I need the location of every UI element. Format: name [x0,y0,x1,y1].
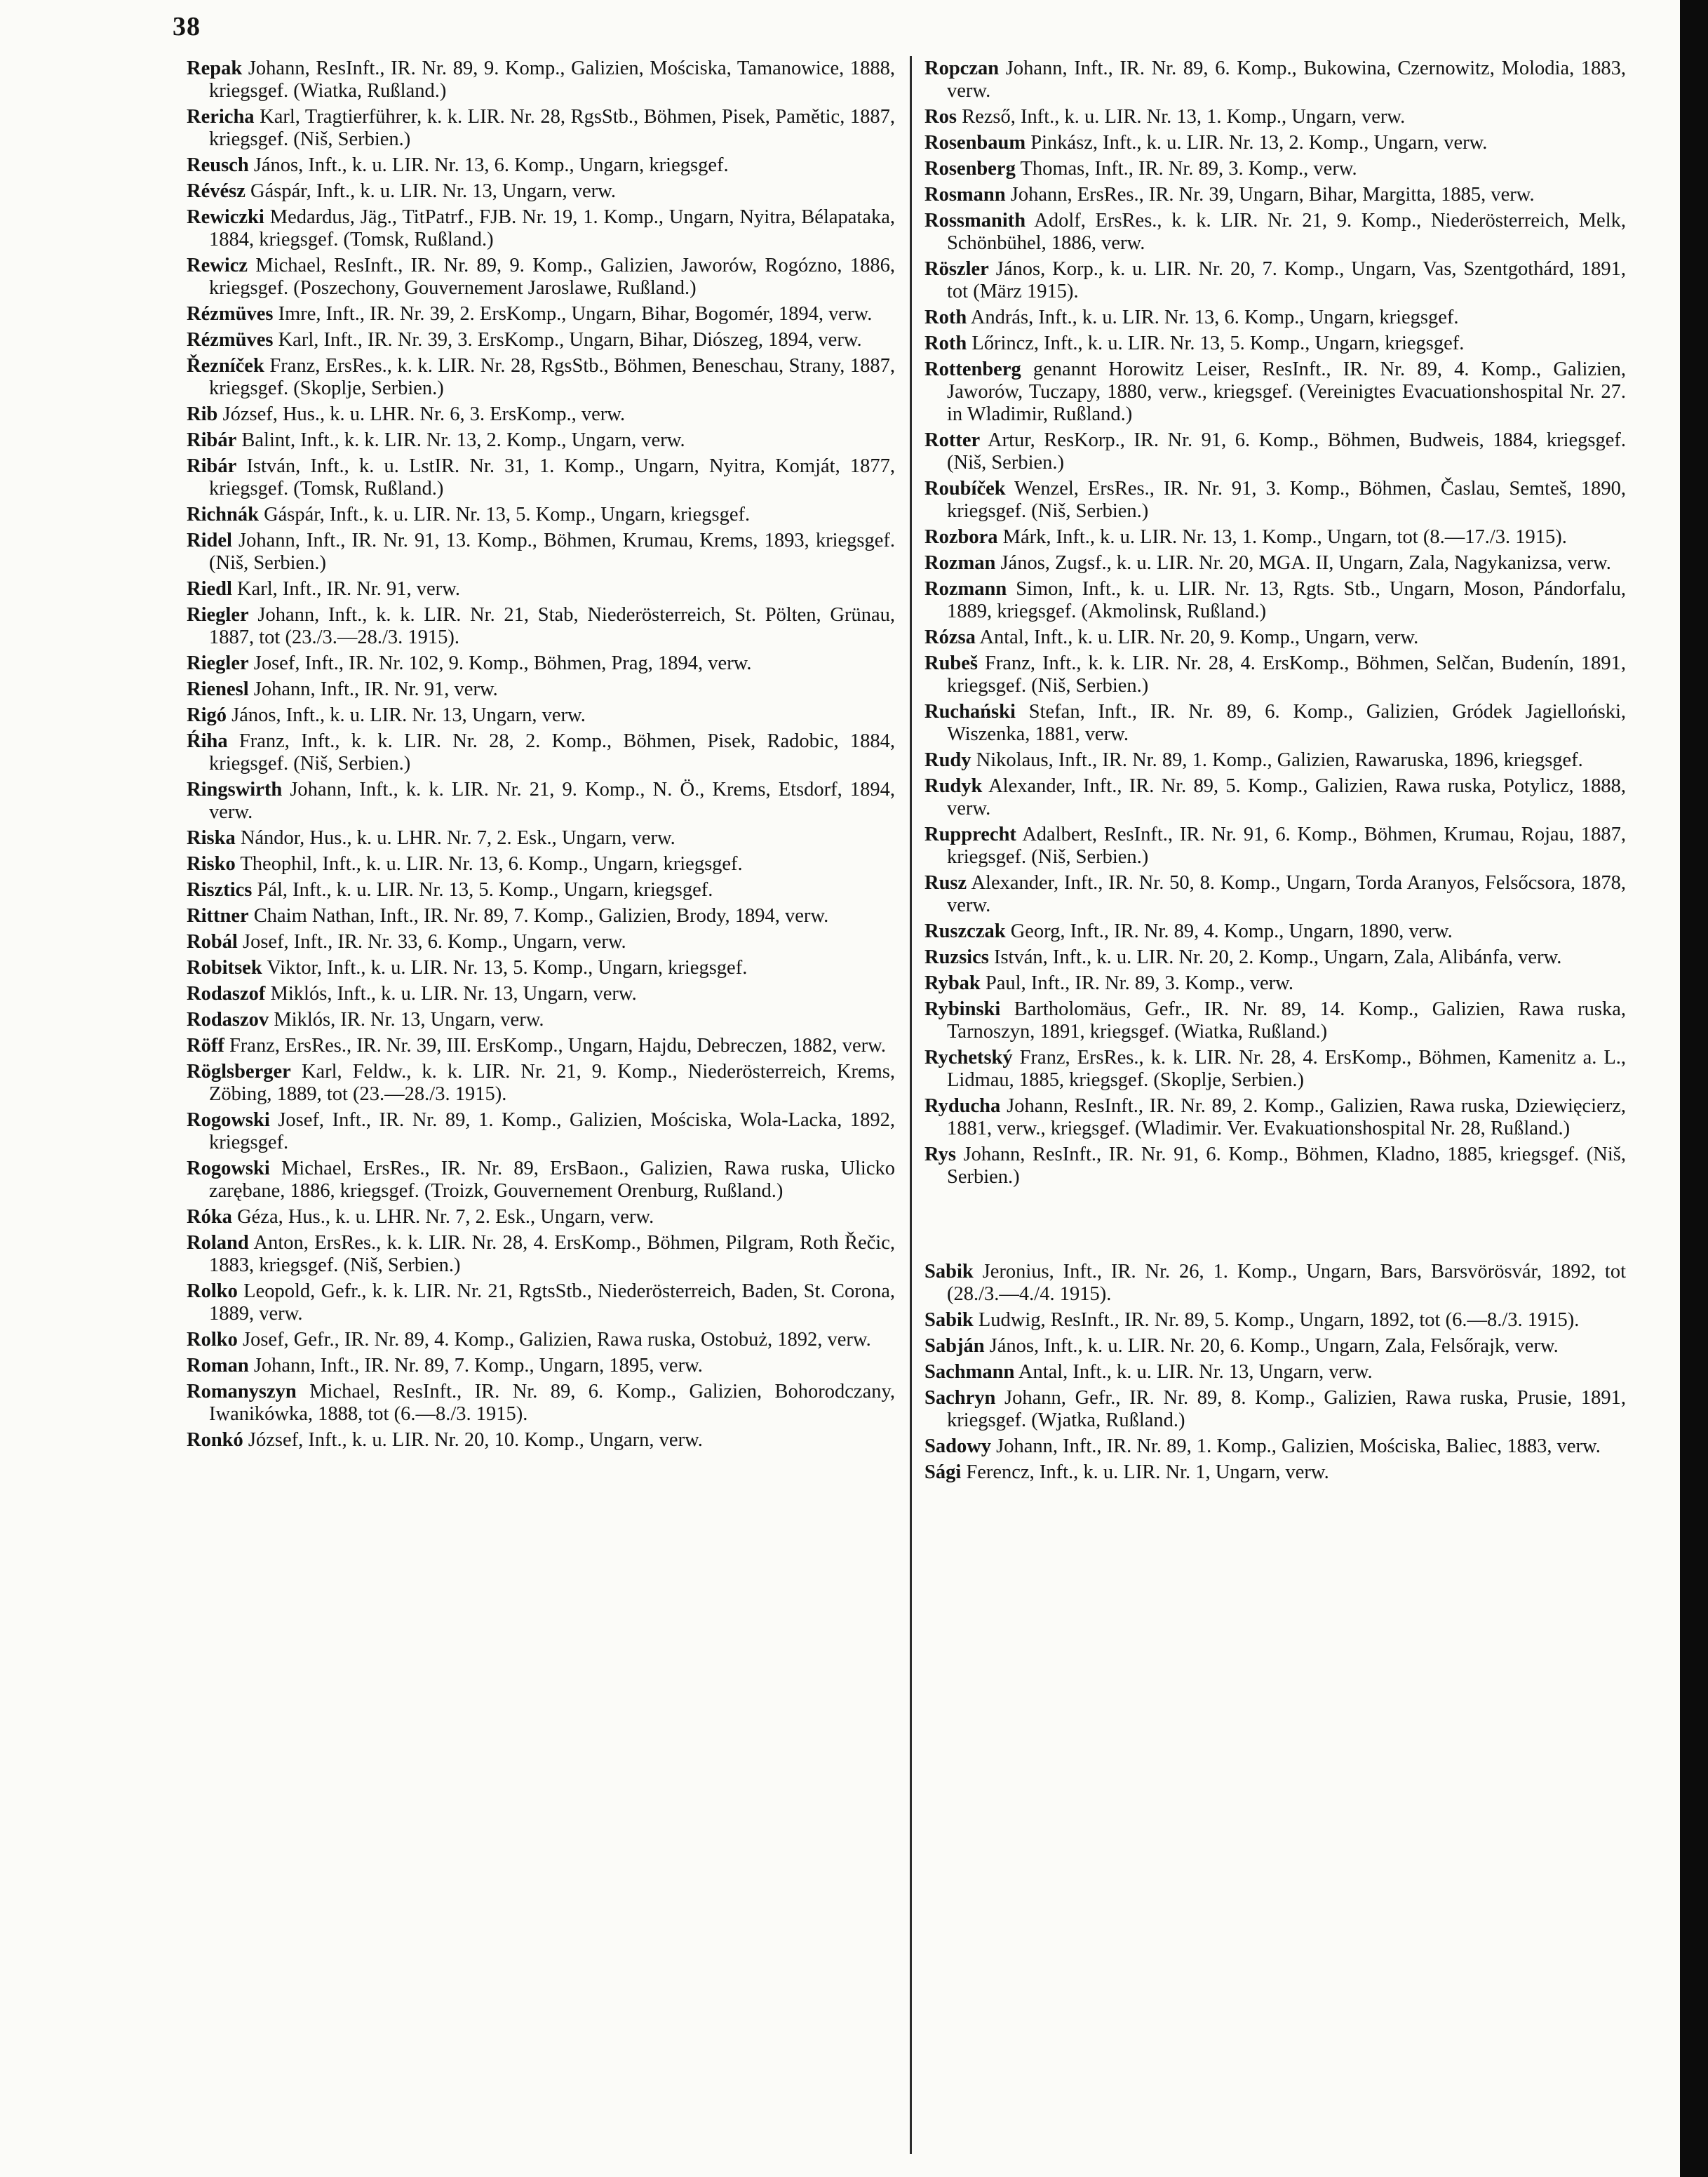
register-entry [187,429,895,452]
entry-surname: Ringswirth [187,779,283,801]
register-entry [924,429,1626,474]
register-entry [187,303,895,326]
entry-surname: Rossmanith [924,210,1026,232]
entry-details: Gáspár, Inft., k. u. LIR. Nr. 13, 5. Komp., Ungarn, kriegsgef. [264,504,751,525]
entry-surname: Rys [924,1144,956,1165]
entry-surname: Roth [924,307,967,328]
entry-details: Imre, Inft., IR. Nr. 39, 2. ErsKomp., Ungarn, Bihar, Bogomér, 1894, verw. [278,303,873,325]
entry-details: Johann, ErsRes., IR. Nr. 39, Ungarn, Bihar, Margitta, 1885, verw. [1010,184,1535,206]
entry-details: genannt Horowitz Leiser, ResInft., IR. Nr. 89, 4. Komp., Galizien, Jaworów, Tuczapy, 1880, verw., kriegsgef. (Vereinigtes Evacuationshospital Nr. 27. in Wladimir, Rußland.) [947,359,1626,425]
entry-surname: Ronkó [187,1429,243,1451]
entry-surname: Rogowski [187,1158,270,1179]
entry-surname: Rézmüves [187,303,274,325]
entry-details: Géza, Hus., k. u. LHR. Nr. 7, 2. Esk., Ungarn, verw. [237,1206,654,1228]
entry-details: Johann, ResInft., IR. Nr. 89, 2. Komp., Galizien, Rawa ruska, Dziewięcierz, 1881, verw., kriegsgef. (Wladimir. Ver. Evakuationshospital Nr. 28, Rußland.) [947,1095,1626,1139]
page-number: 38 [173,12,201,41]
register-entry [924,946,1626,969]
register-entry [187,180,895,203]
entry-details: Michael, ResInft., IR. Nr. 89, 6. Komp., Galizien, Bohorodczany, Iwanikówka, 1888, tot (6.—8./3. 1915). [209,1381,895,1425]
entry-details: Viktor, Inft., k. u. LIR. Nr. 13, 5. Komp., Ungarn, kriegsgef. [267,957,748,979]
entry-details: Theophil, Inft., k. u. LIR. Nr. 13, 6. Komp., Ungarn, kriegsgef. [240,853,743,875]
entry-surname: Röff [187,1035,224,1057]
entry-surname: Roubíček [924,478,1006,500]
entry-details: József, Inft., k. u. LIR. Nr. 20, 10. Komp., Ungarn, verw. [248,1429,703,1451]
entry-surname: Rogowski [187,1109,270,1131]
register-entry [187,1329,895,1351]
register-entry [924,1047,1626,1092]
register-entry [187,1355,895,1377]
register-entry [924,749,1626,772]
register-entry [187,455,895,500]
register-entry [187,403,895,426]
entry-details: Johann, ResInft., IR. Nr. 89, 9. Komp., Galizien, Mościska, Tamanowice, 1888, kriegsgef. (Wiatka, Rußland.) [209,58,896,102]
entry-details: Johann, Gefr., IR. Nr. 89, 8. Komp., Galizien, Rawa ruska, Prusie, 1891, kriegsgef. (Wjatka, Rußland.) [947,1387,1626,1431]
entry-surname: Roth [924,333,967,354]
register-entry [924,998,1626,1043]
entry-details: Balint, Inft., k. k. LIR. Nr. 13, 2. Komp., Ungarn, verw. [241,429,685,451]
entry-details: Karl, Feldw., k. k. LIR. Nr. 21, 9. Komp., Niederösterreich, Krems, Zöbing, 1889, tot (23.—28./3. 1915). [209,1061,896,1105]
register-entry [924,1435,1626,1458]
entry-surname: Rosenbaum [924,132,1026,154]
entry-surname: Révész [187,180,246,202]
register-entry [187,58,895,102]
entry-surname: Sadowy [924,1435,992,1457]
entry-details: János, Inft., k. u. LIR. Nr. 13, 6. Komp., Ungarn, kriegsgef. [253,154,729,176]
entry-details: Karl, Inft., IR. Nr. 39, 3. ErsKomp., Ungarn, Bihar, Diószeg, 1894, verw. [278,329,862,351]
register-entry [924,1387,1626,1432]
entry-details: Michael, ErsRes., IR. Nr. 89, ErsBaon., Galizien, Rawa ruska, Ulicko zarębane, 1886, kriegsgef. (Troizk, Gouvernement Orenburg, Rußland.) [209,1158,896,1202]
entry-details: Márk, Inft., k. u. LIR. Nr. 13, 1. Komp., Ungarn, tot (8.—17./3. 1915). [1002,526,1567,548]
register-entry [187,329,895,351]
entry-details: Chaim Nathan, Inft., IR. Nr. 89, 7. Komp., Galizien, Brody, 1894, verw. [253,905,829,927]
entry-details: Franz, Inft., k. k. LIR. Nr. 28, 4. ErsKomp., Böhmen, Selčan, Budenín, 1891, kriegsgef. (Niš, Serbien.) [947,652,1627,697]
entry-details: János, Zugsf., k. u. LIR. Nr. 20, MGA. II, Ungarn, Zala, Nagykanizsa, verw. [1000,552,1611,574]
register-entry [187,1009,895,1031]
register-entry [187,1158,895,1203]
entry-surname: Sachryn [924,1387,996,1409]
entry-details: Franz, ErsRes., k. k. LIR. Nr. 28, 4. ErsKomp., Böhmen, Kamenitz a. L., Lidmau, 1885, kriegsgef. (Skoplje, Serbien.) [947,1047,1627,1091]
entry-surname: Ros [924,106,957,128]
entry-surname: Ridel [187,530,232,551]
register-entry [924,478,1626,523]
entry-details: András, Inft., k. u. LIR. Nr. 13, 6. Komp., Ungarn, kriegsgef. [970,307,1459,328]
register-entry [924,972,1626,995]
register-entry [187,652,895,675]
register-entry [924,132,1626,154]
entry-details: Thomas, Inft., IR. Nr. 89, 3. Komp., verw. [1020,158,1357,180]
entry-surname: Rolko [187,1329,238,1351]
entry-surname: Rozman [924,552,996,574]
entry-details: Johann, Inft., IR. Nr. 89, 6. Komp., Bukowina, Czernowitz, Molodia, 1883, verw. [947,58,1627,102]
entry-details: Johann, Inft., IR. Nr. 91, verw. [253,678,498,700]
entry-surname: Rewiczki [187,206,264,228]
entry-surname: Repak [187,58,243,79]
entry-details: Stefan, Inft., IR. Nr. 89, 6. Komp., Galizien, Gródek Jagielloński, Wiszenka, 1881, verw. [947,701,1626,745]
register-entry [924,1095,1626,1140]
entry-details: Franz, Inft., k. k. LIR. Nr. 28, 2. Komp., Böhmen, Pisek, Radobic, 1884, kriegsgef. (Niš, Serbien.) [209,730,895,775]
entry-details: Johann, ResInft., IR. Nr. 91, 6. Komp., Böhmen, Kladno, 1885, kriegsgef. (Niš, Serbien.) [947,1144,1626,1188]
entry-surname: Robál [187,931,238,953]
register-entry [187,154,895,177]
entry-surname: Romanyszyn [187,1381,297,1402]
register-entry [187,879,895,902]
entry-surname: Rosenberg [924,158,1016,180]
entry-details: Georg, Inft., IR. Nr. 89, 4. Komp., Ungarn, 1890, verw. [1010,920,1453,942]
entry-details: Antal, Inft., k. u. LIR. Nr. 13, Ungarn, verw. [1018,1361,1373,1383]
entry-surname: Richnák [187,504,259,525]
register-entry [187,1381,895,1426]
register-entry [924,307,1626,329]
entry-details: Michael, ResInft., IR. Nr. 89, 9. Komp., Galizien, Jaworów, Rogózno, 1886, kriegsgef. (Poszechony, Gouvernement Jaroslawe, Rußland.) [209,255,896,299]
entry-details: Nikolaus, Inft., IR. Nr. 89, 1. Komp., Galizien, Rawaruska, 1896, kriegsgef. [976,749,1583,771]
entry-surname: Rittner [187,905,249,927]
entry-details: Johann, Inft., k. k. LIR. Nr. 21, Stab, Niederösterreich, St. Pölten, Grünau, 1887, tot (23./3.—28./3. 1915). [209,604,895,648]
register-entry [924,1461,1626,1484]
register-entry [924,1261,1626,1306]
right-column-s-entries [924,1261,1626,1484]
entry-details: Johann, Inft., IR. Nr. 89, 7. Komp., Ungarn, 1895, verw. [253,1355,703,1376]
entry-surname: Rigó [187,704,227,726]
entry-details: Karl, Inft., IR. Nr. 91, verw. [237,578,460,600]
register-entry [187,355,895,400]
register-entry [187,1206,895,1228]
entry-details: József, Hus., k. u. LHR. Nr. 6, 3. ErsKomp., verw. [222,403,626,425]
entry-surname: Ŕiha [187,730,228,752]
register-entry [924,58,1626,102]
column-divider [910,56,912,2154]
register-entry [187,206,895,251]
register-entry [924,210,1626,255]
register-entry [187,905,895,927]
entry-surname: Robitsek [187,957,262,979]
register-entry [924,701,1626,746]
entry-surname: Sachmann [924,1361,1015,1383]
entry-surname: Riegler [187,604,249,626]
entry-surname: Sági [924,1461,962,1483]
entry-surname: Rericha [187,106,255,128]
left-column [187,58,895,1455]
scan-edge-bar [1680,0,1708,2177]
entry-details: Wenzel, ErsRes., IR. Nr. 91, 3. Komp., Böhmen, Časlau, Semteš, 1890, kriegsgef. (Niš, Serbien.) [947,478,1626,522]
register-entry [924,824,1626,869]
entry-surname: Sabik [924,1309,974,1331]
entry-details: Antal, Inft., k. u. LIR. Nr. 20, 9. Komp., Ungarn, verw. [979,627,1419,648]
entry-surname: Rusz [924,872,967,894]
entry-details: Josef, Inft., IR. Nr. 102, 9. Komp., Böhmen, Prag, 1894, verw. [253,652,752,674]
entry-surname: Ruszczak [924,920,1006,942]
register-entry [924,652,1626,697]
register-entry [187,1035,895,1057]
entry-details: Miklós, IR. Nr. 13, Ungarn, verw. [274,1009,544,1031]
right-column-r-entries [924,58,1626,1188]
entry-surname: Reusch [187,154,249,176]
register-entry [187,827,895,850]
entry-surname: Rózsa [924,627,976,648]
entry-details: Ludwig, ResInft., IR. Nr. 89, 5. Komp., Ungarn, 1892, tot (6.—8./3. 1915). [978,1309,1580,1331]
entry-details: Pál, Inft., k. u. LIR. Nr. 13, 5. Komp., Ungarn, kriegsgef. [257,879,713,901]
register-entry [924,1144,1626,1188]
entry-surname: Röszler [924,258,989,280]
entry-details: Paul, Inft., IR. Nr. 89, 3. Komp., verw. [985,972,1293,994]
entry-surname: Roland [187,1232,249,1254]
register-entry [924,158,1626,180]
register-entry [187,730,895,775]
register-entry [187,931,895,953]
entry-details: Johann, Inft., IR. Nr. 91, 13. Komp., Böhmen, Krumau, Krems, 1893, kriegsgef. (Niš, Serbien.) [209,530,895,574]
entry-surname: Ribár [187,429,237,451]
entry-surname: Rybinski [924,998,1001,1020]
entry-surname: Řezníček [187,355,264,377]
entry-details: Franz, ErsRes., IR. Nr. 39, III. ErsKomp., Ungarn, Hajdu, Debreczen, 1882, verw. [229,1035,886,1057]
entry-surname: Riska [187,827,236,849]
entry-details: Jeronius, Inft., IR. Nr. 26, 1. Komp., Ungarn, Bars, Barsvörösvár, 1892, tot (28./3.—4./4. 1915). [947,1261,1626,1305]
entry-details: Josef, Gefr., IR. Nr. 89, 4. Komp., Galizien, Rawa ruska, Ostobuż, 1892, verw. [242,1329,871,1351]
entry-details: István, Inft., k. u. LIR. Nr. 20, 2. Komp., Ungarn, Zala, Alibánfa, verw. [993,946,1562,968]
entry-surname: Roman [187,1355,249,1376]
entry-surname: Rudyk [924,775,983,797]
register-entry [187,678,895,701]
register-entry [924,258,1626,303]
entry-surname: Sabik [924,1261,974,1282]
entry-surname: Röglsberger [187,1061,291,1083]
register-entry [924,333,1626,355]
entry-details: Ferencz, Inft., k. u. LIR. Nr. 1, Ungarn, verw. [966,1461,1329,1483]
entry-surname: Riegler [187,652,249,674]
entry-details: Josef, Inft., IR. Nr. 89, 1. Komp., Galizien, Mościska, Wola-Lacka, 1892, kriegsgef. [209,1109,895,1153]
register-entry [924,526,1626,549]
register-entry [924,184,1626,206]
register-entry [187,1061,895,1106]
entry-surname: Rolko [187,1280,238,1302]
entry-details: Johann, Inft., IR. Nr. 89, 1. Komp., Galizien, Mościska, Baliec, 1883, verw. [996,1435,1601,1457]
register-entry [187,255,895,300]
entry-details: Miklós, Inft., k. u. LIR. Nr. 13, Ungarn, verw. [270,983,637,1005]
register-entry [924,552,1626,575]
register-entry [924,920,1626,943]
entry-details: Gáspár, Inft., k. u. LIR. Nr. 13, Ungarn, verw. [250,180,616,202]
register-entry [187,578,895,601]
entry-surname: Riedl [187,578,232,600]
entry-surname: Ribár [187,455,237,477]
entry-details: Nándor, Hus., k. u. LHR. Nr. 7, 2. Esk., Ungarn, verw. [240,827,675,849]
entry-details: Anton, ErsRes., k. k. LIR. Nr. 28, 4. ErsKomp., Böhmen, Pilgram, Roth Řečic, 1883, kriegsgef. (Niš, Serbien.) [209,1232,895,1276]
entry-surname: Sabján [924,1335,985,1357]
entry-details: Pinkász, Inft., k. u. LIR. Nr. 13, 2. Komp., Ungarn, verw. [1030,132,1488,154]
entry-details: Bartholomäus, Gefr., IR. Nr. 89, 14. Komp., Galizien, Rawa ruska, Tarnoszyn, 1891, kriegsgef. (Wiatka, Rußland.) [947,998,1626,1043]
entry-details: István, Inft., k. u. LstIR. Nr. 31, 1. Komp., Ungarn, Nyitra, Komját, 1877, kriegsgef. (Tomsk, Rußland.) [209,455,896,500]
entry-surname: Rewicz [187,255,248,276]
entry-details: Josef, Inft., IR. Nr. 33, 6. Komp., Ungarn, verw. [242,931,626,953]
register-entry [187,779,895,824]
entry-surname: Rienesl [187,678,249,700]
right-column [924,58,1626,1487]
entry-surname: Rotter [924,429,981,451]
entry-details: Simon, Inft., k. u. LIR. Nr. 13, Rgts. Stb., Ungarn, Moson, Pándorfalu, 1889, kriegsgef. (Akmolinsk, Rußland.) [947,578,1626,622]
register-entry [924,627,1626,649]
entry-surname: Rubeš [924,652,979,674]
entry-surname: Rosmann [924,184,1006,206]
register-entry [924,1335,1626,1358]
section-gap [924,1192,1626,1261]
entry-details: Alexander, Inft., IR. Nr. 50, 8. Komp., Ungarn, Torda Aranyos, Felsőcsora, 1878, verw. [947,872,1626,916]
register-entry [187,983,895,1005]
register-entry [924,872,1626,917]
entry-surname: Rozbora [924,526,998,548]
entry-surname: Ruchański [924,701,1016,723]
entry-details: Adolf, ErsRes., k. k. LIR. Nr. 21, 9. Komp., Niederösterreich, Melk, Schönbühel, 1886, verw. [947,210,1626,254]
entry-details: Rezső, Inft., k. u. LIR. Nr. 13, 1. Komp., Ungarn, verw. [962,106,1406,128]
register-entry [924,359,1626,426]
entry-details: Lőrincz, Inft., k. u. LIR. Nr. 13, 5. Komp., Ungarn, kriegsgef. [971,333,1465,354]
entry-surname: Rybak [924,972,981,994]
entry-surname: Rupprecht [924,824,1016,845]
entry-details: János, Inft., k. u. LIR. Nr. 13, Ungarn, verw. [231,704,586,726]
register-entry [187,1232,895,1277]
entry-details: Adalbert, ResInft., IR. Nr. 91, 6. Komp., Böhmen, Krumau, Rojau, 1887, kriegsgef. (Niš, Serbien.) [947,824,1626,868]
entry-surname: Rychetský [924,1047,1013,1069]
entry-details: Karl, Tragtierführer, k. k. LIR. Nr. 28, RgsStb., Böhmen, Pisek, Pamětic, 1887, kriegsgef. (Niš, Serbien.) [209,106,895,150]
entry-details: Franz, ErsRes., k. k. LIR. Nr. 28, RgsStb., Böhmen, Beneschau, Strany, 1887, kriegsgef. (Skoplje, Serbien.) [209,355,896,399]
entry-surname: Risztics [187,879,253,901]
register-entry [187,504,895,526]
entry-surname: Ropczan [924,58,1000,79]
entry-details: Alexander, Inft., IR. Nr. 89, 5. Komp., Galizien, Rawa ruska, Potylicz, 1888, verw. [947,775,1626,819]
entry-surname: Rib [187,403,218,425]
entry-details: Medardus, Jäg., TitPatrf., FJB. Nr. 19, 1. Komp., Ungarn, Nyitra, Bélapataka, 1884, kriegsgef. (Tomsk, Rußland.) [209,206,896,250]
register-entry [187,1429,895,1452]
register-entry [187,853,895,876]
register-entry [924,1361,1626,1384]
register-entry [187,106,895,151]
entry-surname: Rézmüves [187,329,274,351]
register-entry [187,530,895,575]
register-entry [924,1309,1626,1332]
register-entry [187,1280,895,1325]
entry-surname: Ruzsics [924,946,989,968]
entry-details: Artur, ResKorp., IR. Nr. 91, 6. Komp., Böhmen, Budweis, 1884, kriegsgef. (Niš, Serbien.) [947,429,1626,474]
register-entry [924,578,1626,623]
register-entry [924,106,1626,128]
entry-details: Johann, Inft., k. k. LIR. Nr. 21, 9. Komp., N. Ö., Krems, Etsdorf, 1894, verw. [209,779,895,823]
entry-details: János, Inft., k. u. LIR. Nr. 20, 6. Komp., Ungarn, Zala, Felsőrajk, verw. [989,1335,1559,1357]
register-entry [187,1109,895,1154]
entry-surname: Rudy [924,749,971,771]
entry-details: Leopold, Gefr., k. k. LIR. Nr. 21, RgtsStb., Niederösterreich, Baden, St. Corona, 1889, verw. [209,1280,895,1325]
entry-surname: Risko [187,853,236,875]
register-entry [187,604,895,649]
entry-surname: Róka [187,1206,232,1228]
entry-surname: Rodaszof [187,983,266,1005]
register-entry [924,775,1626,820]
entry-surname: Ryducha [924,1095,1001,1117]
entry-details: János, Korp., k. u. LIR. Nr. 20, 7. Komp., Ungarn, Vas, Szentgothárd, 1891, tot (März 1915). [947,258,1627,302]
register-entry [187,704,895,727]
entry-surname: Rodaszov [187,1009,269,1031]
register-entry [187,957,895,979]
entry-surname: Rottenberg [924,359,1021,380]
entry-surname: Rozmann [924,578,1007,600]
